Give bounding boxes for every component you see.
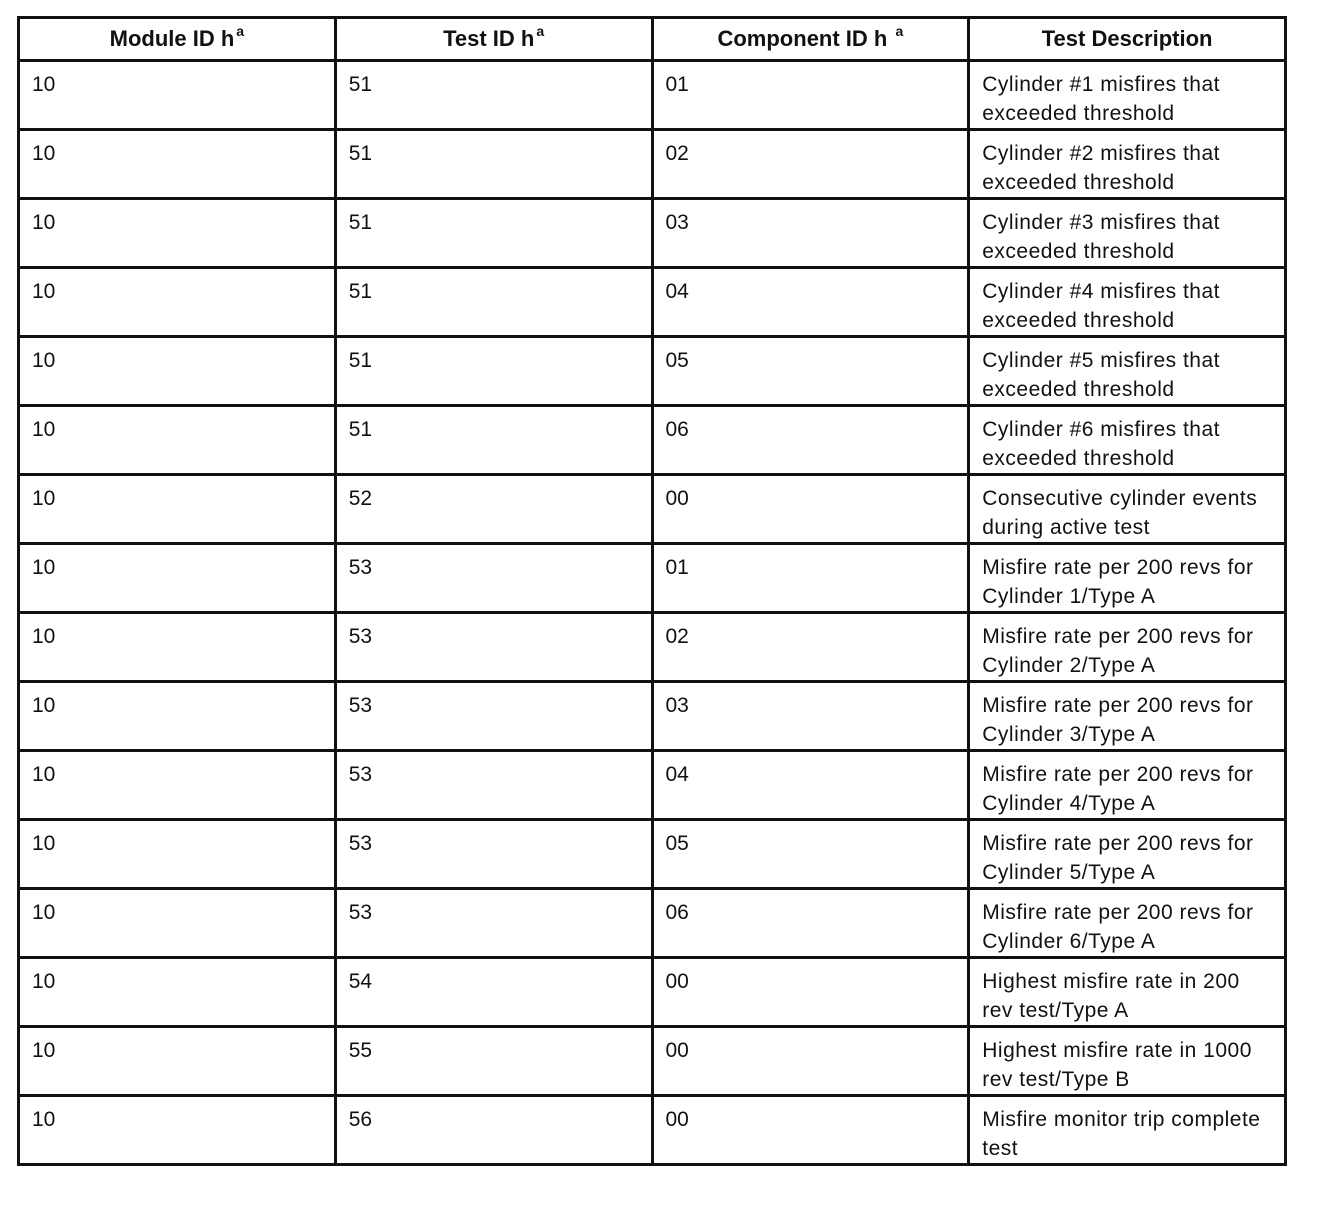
cell-test-id: 54 [335, 958, 652, 1027]
table-row [19, 958, 1286, 1027]
cell-module-id: 10 [19, 544, 336, 613]
cell-module-id: 10 [19, 613, 336, 682]
cell-component-id: 02 [652, 613, 969, 682]
cell-module-id: 10 [19, 751, 336, 820]
table-row [19, 337, 1286, 406]
table-header-row [19, 18, 1286, 61]
cell-test-id: 53 [335, 889, 652, 958]
header-test-id: Test ID h $^a$ [335, 18, 652, 61]
table-row [19, 268, 1286, 337]
cell-component-id: 01 [652, 61, 969, 130]
cell-component-id: 04 [652, 751, 969, 820]
cell-test-description: Cylinder #2 misfires that exceeded threshold [969, 130, 1286, 199]
cell-test-description: Cylinder #5 misfires that exceeded threshold [969, 337, 1286, 406]
table-row [19, 199, 1286, 268]
cell-module-id: 10 [19, 268, 336, 337]
cell-test-id: 55 [335, 1027, 652, 1096]
table-row [19, 544, 1286, 613]
table-row [19, 889, 1286, 958]
cell-component-id: 04 [652, 268, 969, 337]
table-row [19, 406, 1286, 475]
cell-test-description: Cylinder #1 misfires that exceeded threshold [969, 61, 1286, 130]
cell-module-id: 10 [19, 406, 336, 475]
cell-component-id: 02 [652, 130, 969, 199]
table-row [19, 130, 1286, 199]
cell-test-description: Misfire rate per 200 revs for Cylinder 5/Type A [969, 820, 1286, 889]
cell-module-id: 10 [19, 958, 336, 1027]
table-row [19, 475, 1286, 544]
table-row [19, 682, 1286, 751]
table-row [19, 1027, 1286, 1096]
cell-module-id: 10 [19, 61, 336, 130]
cell-test-description: Cylinder #4 misfires that exceeded threshold [969, 268, 1286, 337]
table-row [19, 613, 1286, 682]
header-component-id: Component ID h $^a$ [652, 18, 969, 61]
cell-test-id: 53 [335, 613, 652, 682]
cell-component-id: 03 [652, 682, 969, 751]
cell-test-description: Misfire rate per 200 revs for Cylinder 2/Type A [969, 613, 1286, 682]
cell-test-description: Highest misfire rate in 1000 rev test/Type B [969, 1027, 1286, 1096]
cell-component-id: 05 [652, 820, 969, 889]
table-row [19, 751, 1286, 820]
cell-test-description: Consecutive cylinder events during active test [969, 475, 1286, 544]
cell-test-id: 51 [335, 199, 652, 268]
cell-component-id: 00 [652, 958, 969, 1027]
cell-test-id: 51 [335, 337, 652, 406]
cell-module-id: 10 [19, 682, 336, 751]
cell-component-id: 00 [652, 475, 969, 544]
table-body [19, 61, 1286, 1165]
cell-module-id: 10 [19, 199, 336, 268]
cell-test-description: Misfire rate per 200 revs for Cylinder 6/Type A [969, 889, 1286, 958]
cell-test-id: 53 [335, 682, 652, 751]
cell-component-id: 06 [652, 406, 969, 475]
cell-test-description: Highest misfire rate in 200 rev test/Type A [969, 958, 1286, 1027]
table-row [19, 820, 1286, 889]
header-test-description: Test Description [969, 18, 1286, 61]
cell-test-id: 51 [335, 268, 652, 337]
cell-test-description: Misfire rate per 200 revs for Cylinder 4/Type A [969, 751, 1286, 820]
cell-test-id: 56 [335, 1096, 652, 1165]
misfire-test-table [17, 16, 1287, 1166]
cell-module-id: 10 [19, 475, 336, 544]
cell-test-id: 51 [335, 61, 652, 130]
cell-test-id: 53 [335, 820, 652, 889]
cell-component-id: 00 [652, 1096, 969, 1165]
cell-test-id: 51 [335, 406, 652, 475]
table-row [19, 1096, 1286, 1165]
cell-component-id: 03 [652, 199, 969, 268]
cell-test-id: 51 [335, 130, 652, 199]
cell-test-description: Cylinder #6 misfires that exceeded threshold [969, 406, 1286, 475]
cell-module-id: 10 [19, 889, 336, 958]
cell-module-id: 10 [19, 820, 336, 889]
cell-component-id: 05 [652, 337, 969, 406]
cell-test-description: Misfire monitor trip complete test [969, 1096, 1286, 1165]
cell-module-id: 10 [19, 337, 336, 406]
cell-test-id: 52 [335, 475, 652, 544]
cell-module-id: 10 [19, 1027, 336, 1096]
cell-component-id: 00 [652, 1027, 969, 1096]
cell-test-description: Misfire rate per 200 revs for Cylinder 3/Type A [969, 682, 1286, 751]
cell-test-description: Cylinder #3 misfires that exceeded threshold [969, 199, 1286, 268]
header-module-id: Module ID h $^a$ [19, 18, 336, 61]
cell-component-id: 01 [652, 544, 969, 613]
table-row [19, 61, 1286, 130]
cell-component-id: 06 [652, 889, 969, 958]
cell-test-id: 53 [335, 751, 652, 820]
cell-module-id: 10 [19, 130, 336, 199]
cell-module-id: 10 [19, 1096, 336, 1165]
cell-test-description: Misfire rate per 200 revs for Cylinder 1/Type A [969, 544, 1286, 613]
cell-test-id: 53 [335, 544, 652, 613]
